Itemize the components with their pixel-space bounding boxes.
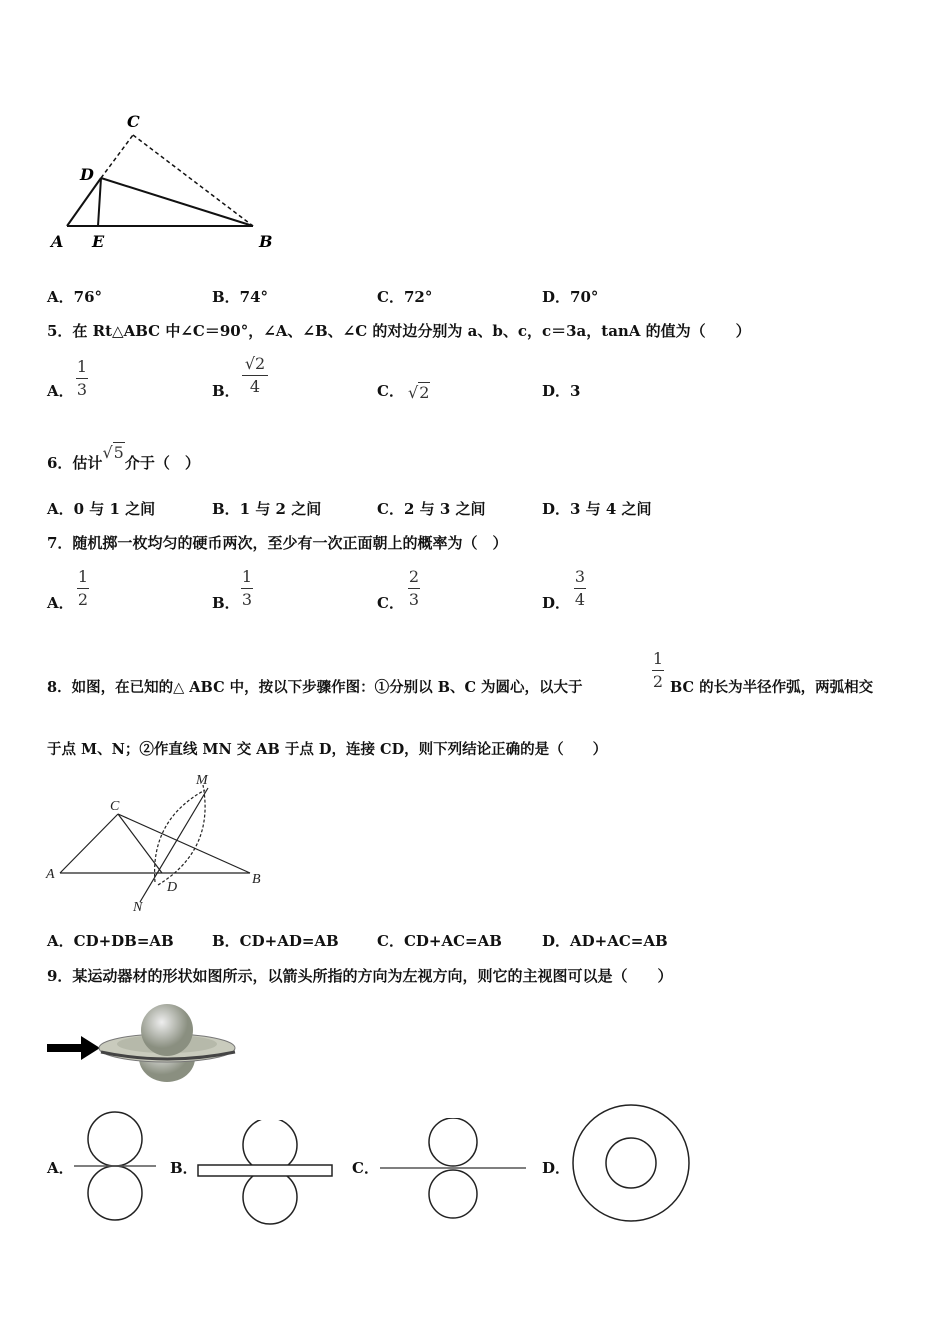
label-c: C — [110, 799, 120, 814]
q5-option-b[interactable]: B． — [212, 382, 240, 400]
q4-option-d[interactable]: D．70° — [542, 288, 599, 306]
construction-figure-q8 — [40, 770, 270, 915]
q4-option-c[interactable]: C．72° — [377, 288, 433, 306]
label-b: B — [252, 872, 261, 887]
q7-c-fraction: 2 3 — [408, 567, 420, 609]
q9-option-d[interactable]: D． — [542, 1159, 571, 1177]
label-m: M — [196, 773, 208, 788]
q4-option-a[interactable]: A．76° — [47, 288, 103, 306]
label-c: C — [127, 112, 140, 131]
q6-option-a[interactable]: A．0 与 1 之间 — [47, 500, 156, 518]
q8-stem-line2: 于点 M、N；②作直线 MN 交 AB 于点 D，连接 CD，则下列结论正确的是（ ） — [47, 741, 608, 758]
q7-stem: 7．随机掷一枚均匀的硬币两次，至少有一次正面朝上的概率为（ ） — [47, 534, 508, 552]
q6-option-d[interactable]: D．3 与 4 之间 — [542, 500, 652, 518]
q8-stem-line1-cont: BC 的长为半径作弧，两弧相交 — [670, 679, 874, 696]
q8-option-b[interactable]: B．CD+AD=AB — [212, 932, 339, 950]
sports-equipment-image — [45, 1000, 240, 1088]
q7-b-fraction: 1 3 — [241, 567, 253, 609]
q9-option-a[interactable]: A． — [47, 1159, 74, 1177]
q7-option-a[interactable]: A． — [47, 594, 74, 612]
q7-option-b[interactable]: B． — [212, 594, 240, 612]
q9-option-a-figure[interactable] — [74, 1104, 156, 1224]
q4-option-b[interactable]: B．74° — [212, 288, 269, 306]
q5-option-a[interactable]: A． — [47, 382, 74, 400]
q6-stem: 6．估计√5介于（ ） — [47, 443, 200, 472]
triangle-figure-q4 — [45, 105, 285, 255]
q9-option-b[interactable]: B． — [170, 1159, 198, 1177]
q8-stem-line1: 8．如图，在已知的△ ABC 中，按以下步骤作图：①分别以 B、C 为圆心，以大于 — [47, 679, 583, 696]
q5-b-fraction: √2 4 — [242, 355, 268, 396]
q5-option-c[interactable]: C． — [377, 382, 404, 400]
q7-a-fraction: 1 2 — [77, 567, 89, 609]
label-d: D — [80, 165, 94, 184]
q8-option-c[interactable]: C．CD+AC=AB — [377, 932, 502, 950]
q8-option-a[interactable]: A．CD+DB=AB — [47, 932, 174, 950]
label-e: E — [92, 232, 105, 251]
q8-fraction: 1 2 — [652, 649, 664, 691]
q9-option-b-figure[interactable] — [195, 1120, 335, 1225]
label-a: A — [46, 867, 55, 882]
label-d: D — [167, 880, 178, 895]
q9-option-d-figure[interactable] — [570, 1102, 692, 1224]
q7-option-c[interactable]: C． — [377, 594, 404, 612]
q5-a-fraction: 1 3 — [76, 357, 88, 399]
q5-stem: 5．在 Rt△ABC 中∠C＝90°，∠A、∠B、∠C 的对边分别为 a、b、c，c＝3a，tanA 的值为（ ） — [47, 322, 751, 340]
q9-stem: 9．某运动器材的形状如图所示，以箭头所指的方向为左视方向，则它的主视图可以是（ ） — [47, 967, 673, 985]
q9-option-c[interactable]: C． — [352, 1159, 379, 1177]
label-n: N — [133, 900, 143, 915]
q6-option-c[interactable]: C．2 与 3 之间 — [377, 500, 486, 518]
q5-option-d[interactable]: D．3 — [542, 382, 581, 400]
q7-d-fraction: 3 4 — [574, 567, 586, 609]
label-a: A — [51, 232, 64, 251]
q6-option-b[interactable]: B．1 与 2 之间 — [212, 500, 322, 518]
q5-c-sqrt: √2 — [408, 383, 430, 402]
q8-option-d[interactable]: D．AD+AC=AB — [542, 932, 668, 950]
q7-option-d[interactable]: D． — [542, 594, 571, 612]
q9-option-c-figure[interactable] — [380, 1118, 526, 1224]
label-b: B — [259, 232, 273, 251]
